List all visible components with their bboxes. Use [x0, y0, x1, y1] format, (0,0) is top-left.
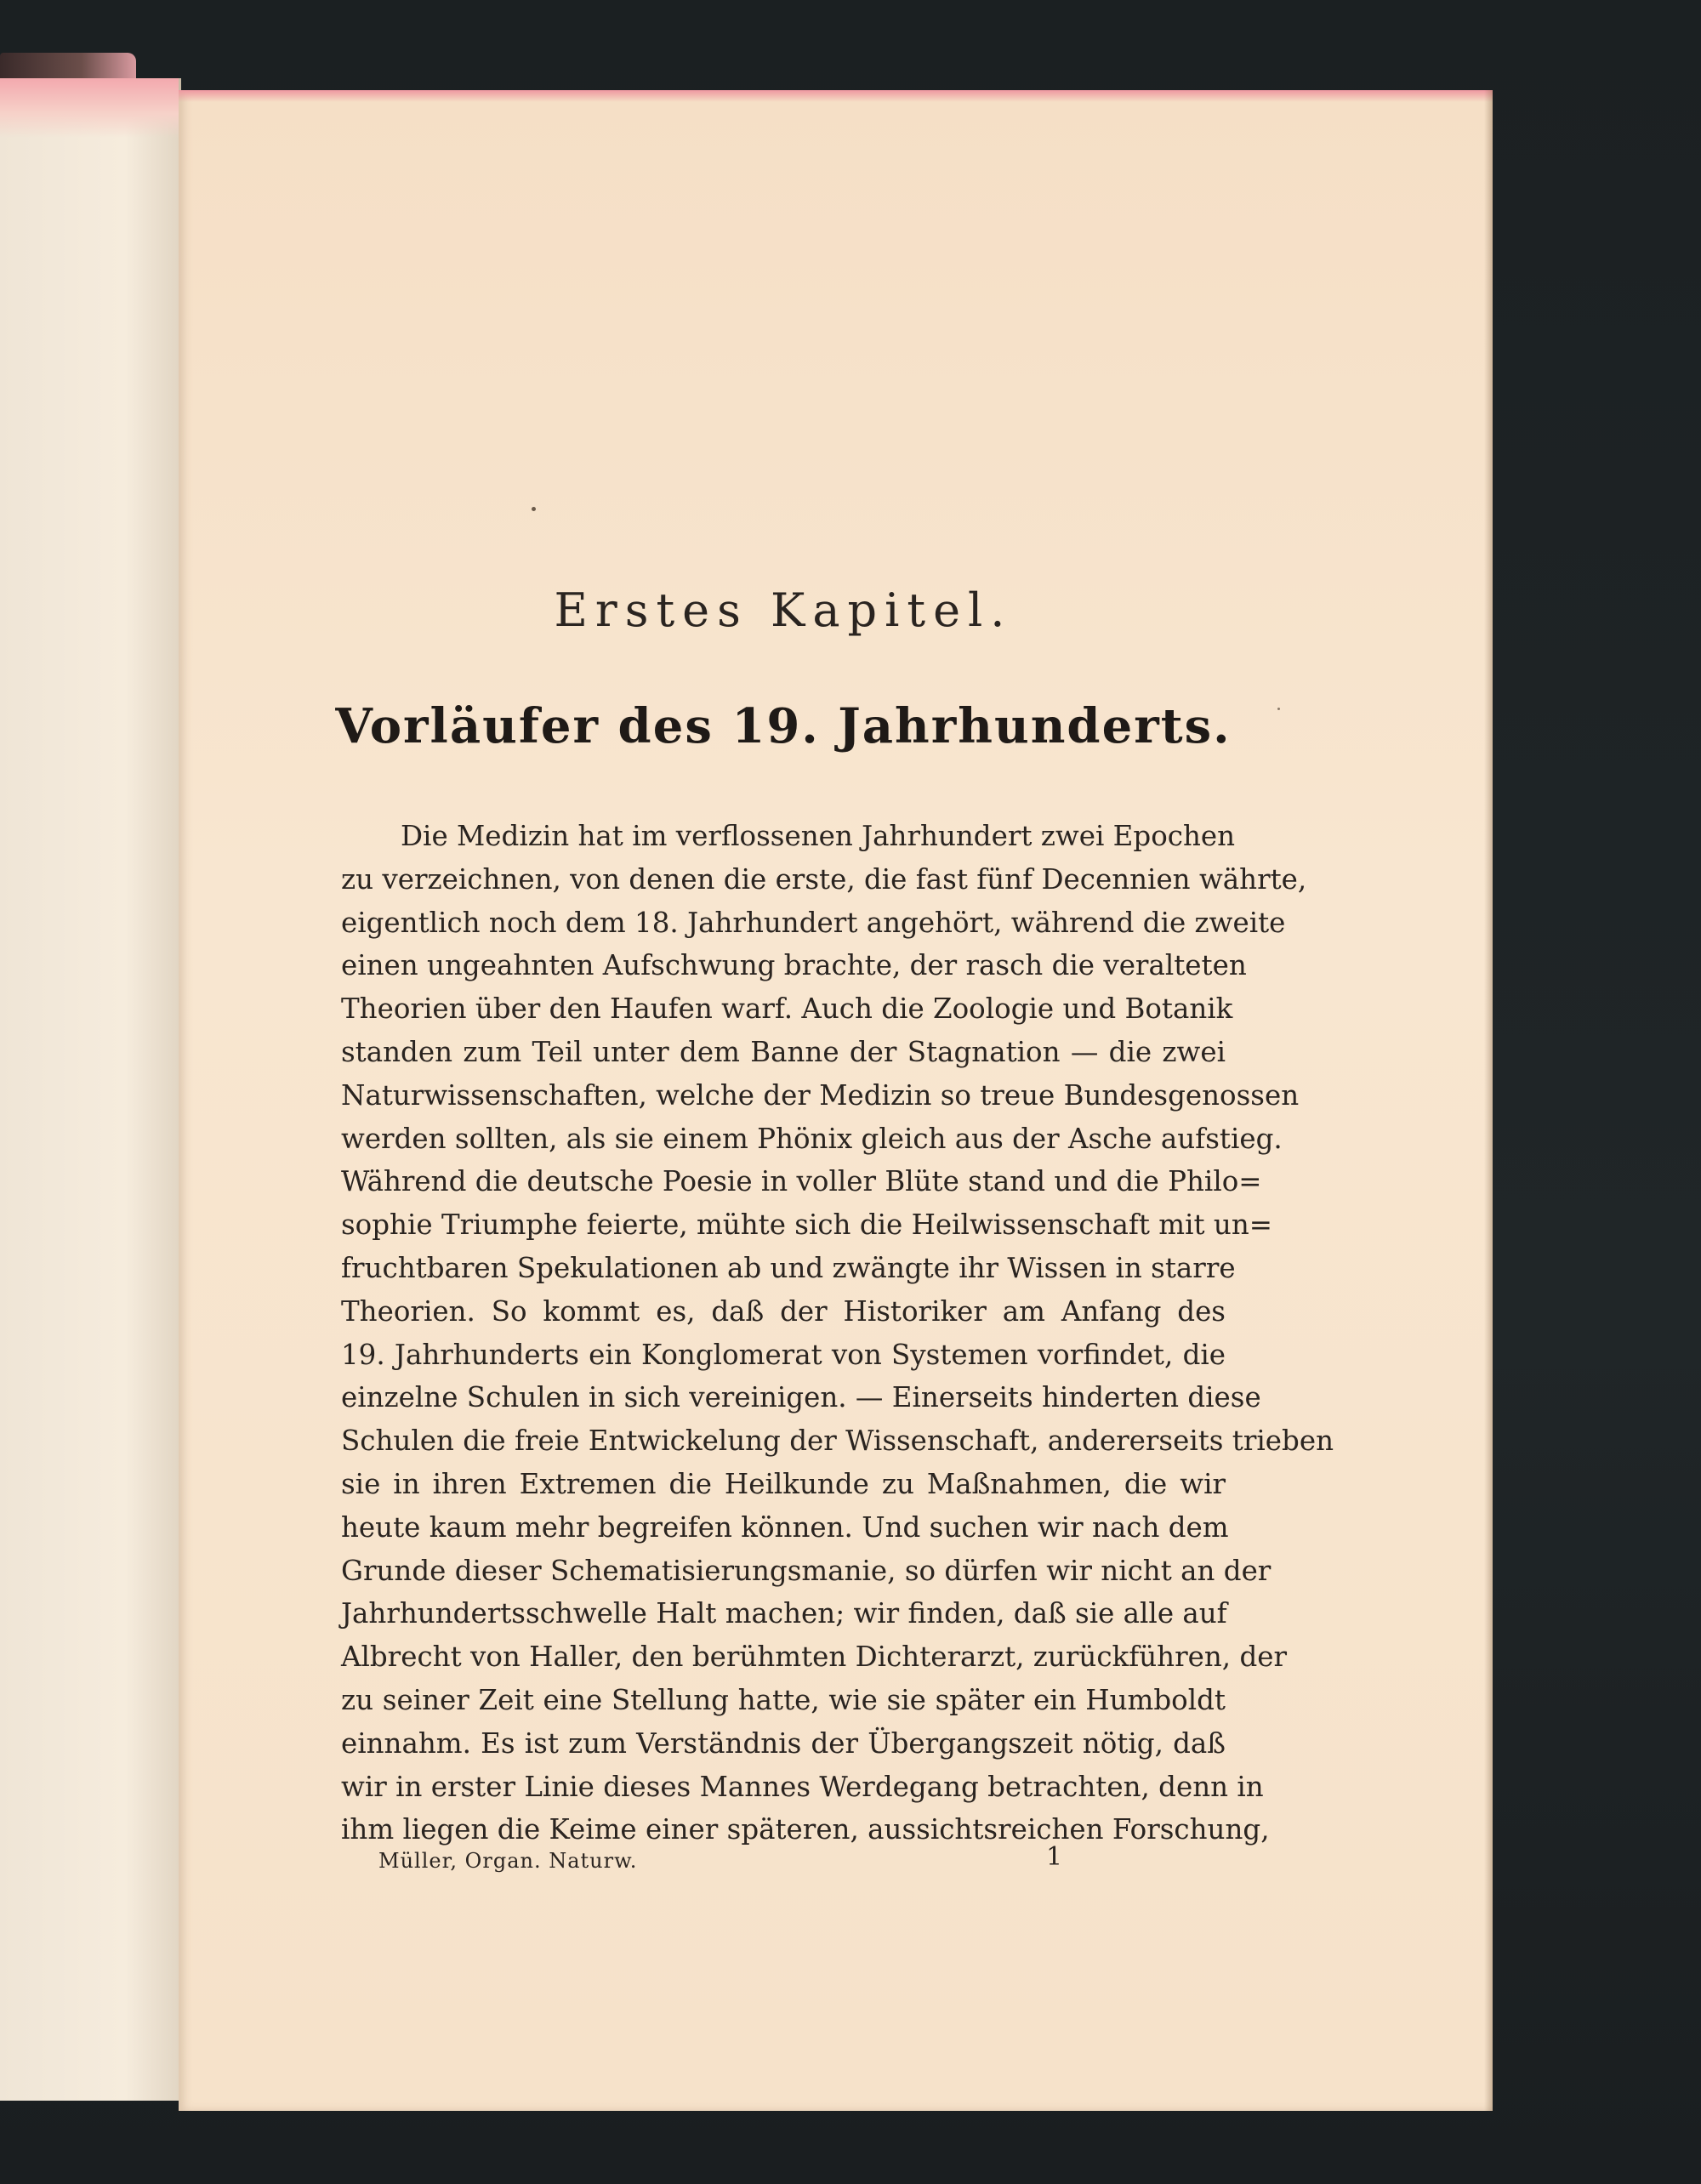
text-line: Grunde dieser Schematisierungsmanie, so dürfen wir nicht an der — [341, 1554, 1271, 1587]
previous-page-edge — [0, 78, 181, 2101]
text-line: Die Medizin hat im verflossenen Jahrhundert zwei Epochen — [401, 820, 1236, 852]
text-line: wir in erster Linie dieses Mannes Werdegang betrachten, denn in — [341, 1770, 1264, 1803]
text-line: zu seiner Zeit eine Stellung hatte, wie sie später ein Humboldt — [341, 1683, 1226, 1716]
text-line: standen zum Teil unter dem Banne der Stagnation — die zwei — [341, 1035, 1226, 1068]
text-line: fruchtbaren Spekulationen ab und zwängte ihr Wissen in starre — [341, 1251, 1236, 1284]
text-line: ihm liegen die Keime einer späteren, aussichtsreichen Forschung, — [341, 1813, 1270, 1846]
page-top-edge-coloring — [179, 90, 1493, 102]
text-line: sophie Triumphe feierte, mühte sich die Heilwissenschaft mit un= — [341, 1209, 1272, 1242]
body-paragraph — [341, 815, 1334, 1851]
text-line: einnahm. Es ist zum Verständnis der Übergangszeit nötig, daß — [341, 1726, 1226, 1760]
page-right-edge-shadow — [1484, 90, 1493, 2111]
text-line: Theorien über den Haufen warf. Auch die Zoologie und Botanik — [341, 992, 1233, 1026]
paper-speck — [532, 507, 536, 511]
text-line: eigentlich noch dem 18. Jahrhundert angehört, während die zweite — [341, 906, 1286, 939]
text-line: werden sollten, als sie einem Phönix gleich aus der Asche aufstieg. — [341, 1122, 1283, 1155]
text-line: heute kaum mehr begreifen können. Und suchen wir nach dem — [341, 1510, 1229, 1544]
text-line: einzelne Schulen in sich vereinigen. — Einerseits hinderten diese — [341, 1381, 1261, 1414]
chapter-title: Erstes Kapitel. — [554, 583, 1013, 637]
text-line: zu verzeichnen, von denen die erste, die fast fünf Decennien währte, — [341, 862, 1307, 896]
section-heading: Vorläufer des 19. Jahrhunderts. — [335, 698, 1232, 754]
text-line: 19. Jahrhunderts ein Konglomerat von Systemen vorfindet, die — [341, 1338, 1226, 1371]
text-line: Naturwissenschaften, welche der Medizin so treue Bundesgenossen — [341, 1078, 1300, 1112]
text-line: Albrecht von Haller, den berühmten Dichterarzt, zurückführen, der — [341, 1641, 1288, 1674]
text-line: Jahrhundertsschwelle Halt machen; wir finden, daß sie alle auf — [341, 1597, 1227, 1630]
text-line: einen ungeahnten Aufschwung brachte, der rasch die veralteten — [341, 949, 1247, 982]
page-edge-coloring — [0, 78, 179, 138]
text-line: Schulen die freie Entwickelung der Wissenschaft, andererseits trieben — [341, 1425, 1334, 1458]
signature-mark: Müller, Organ. Naturw. — [378, 1849, 638, 1873]
text-line: sie in ihren Extremen die Heilkunde zu Maßnahmen, die wir — [341, 1467, 1226, 1500]
text-line: Während die deutsche Poesie in voller Blüte stand und die Philo= — [341, 1165, 1262, 1198]
text-line: Theorien. So kommt es, daß der Historiker am Anfang des — [341, 1294, 1226, 1328]
book-page — [179, 90, 1493, 2111]
page-number: 1 — [1046, 1842, 1063, 1872]
